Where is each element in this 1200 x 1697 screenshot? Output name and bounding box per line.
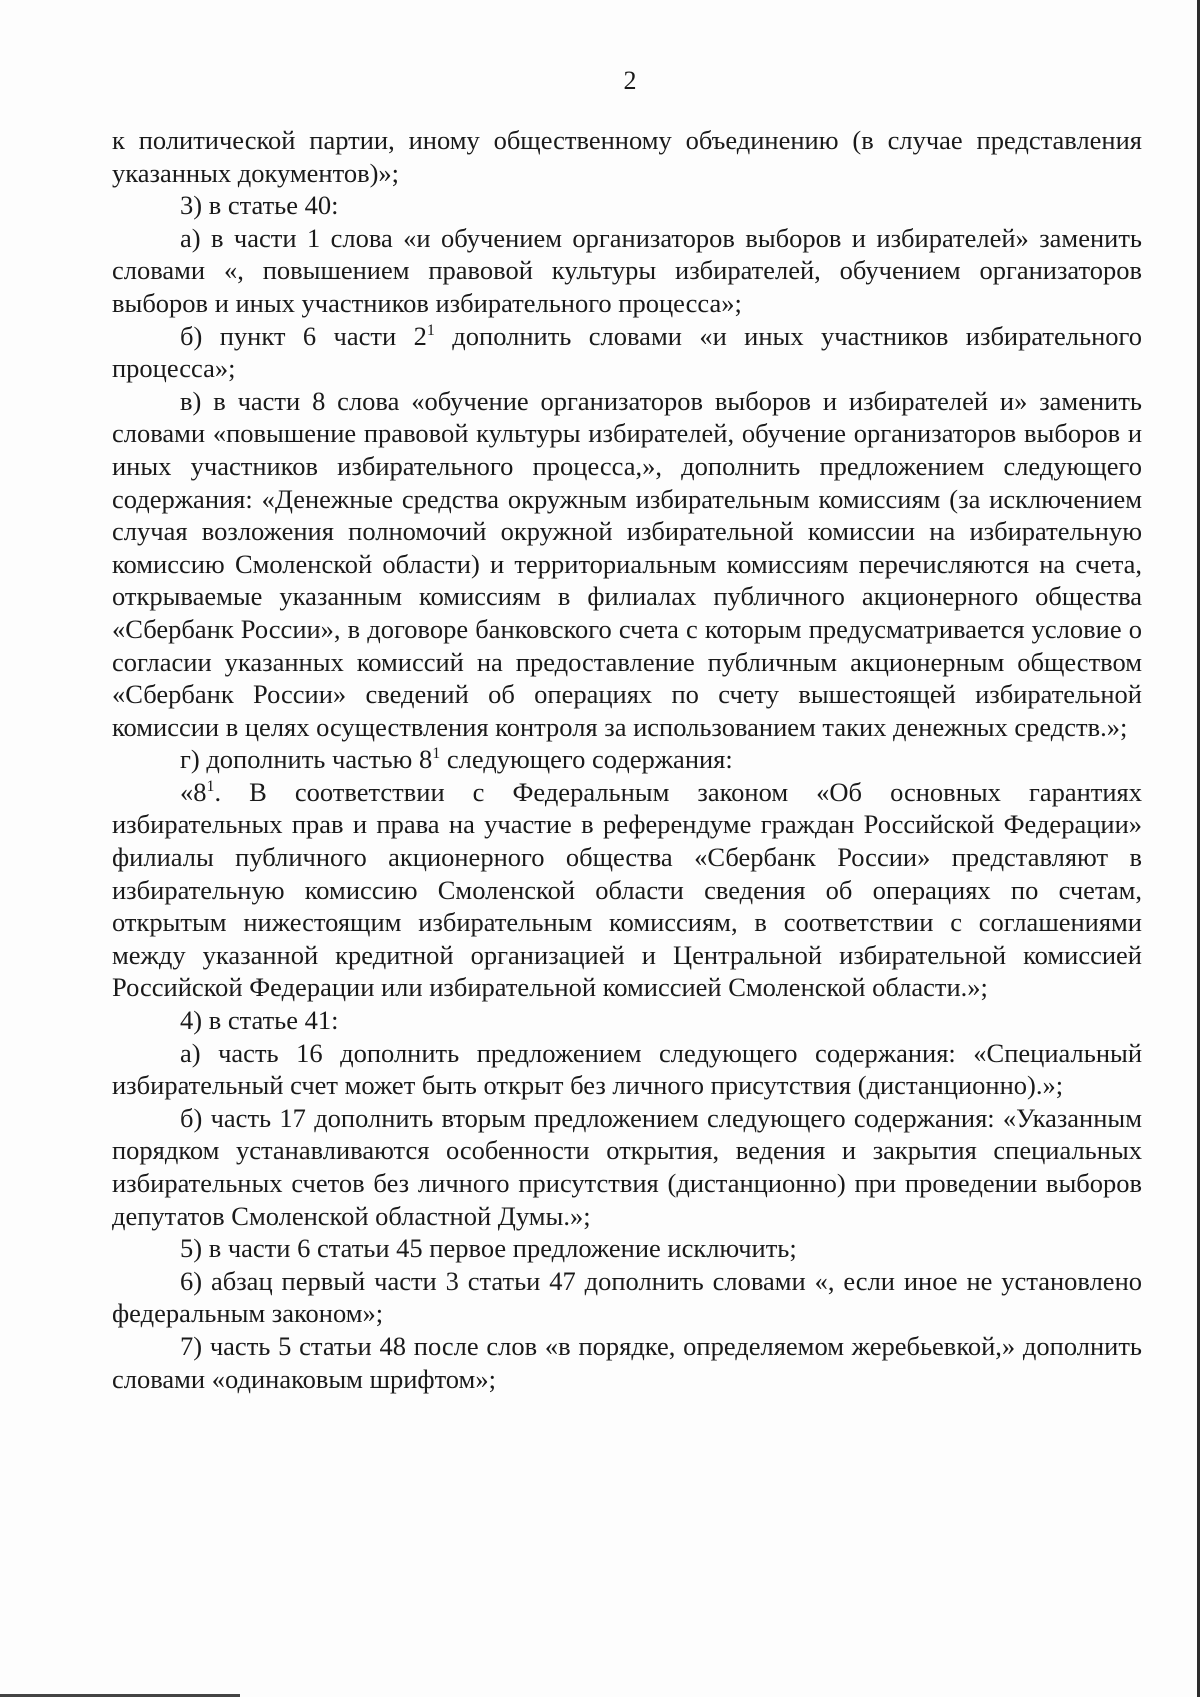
- paragraph-item-3g-end: следующего содержания:: [440, 744, 733, 775]
- paragraph-item-5: 5) в части 6 статьи 45 первое предложение исключить;: [180, 1233, 797, 1264]
- paragraph-item-3g-start: г) дополнить частью 8: [180, 744, 433, 775]
- paragraph-item-4a: а) часть 16 дополнить предложением следующего содержания: «Специальный избирательный счет может быть открыт без личного присутствия (дистанционно).»;: [112, 1037, 1142, 1101]
- paragraph-continuation: к политической партии, иному общественному объединению (в случае представления указанных документов)»;: [112, 125, 1142, 188]
- paragraph-item-3b-end: дополнить словами «и иных участников избирательного процесса»;: [112, 320, 1142, 384]
- page-number: 2: [623, 66, 637, 95]
- paragraph-item-3v: в) в части 8 слова «обучение организаторов выборов и избирателей и» заменить словами «повышение правовой культуры избирателей, обучение организаторов выборов и иных участников избирательного процесса,», дополнить предложением следующего содержания: «Денежные средства окружным избирательным комиссиям (за исключением случая возложения полномочий окружной избирательной комиссии на избирательную комиссию Смоленской области) и территориальным комиссиям перечисляются на счета, открываемые указанным комиссиям в филиалах публичного акционерного общества «Сбербанк России», в договоре банковского счета с которым предусматривается условие о согласии указанных комиссий на предоставление публичным акционерным обществом «Сбербанк России» сведений об операциях по счету вышестоящей избирательной комиссии в целях осуществления контроля за использованием таких денежных средств.»;: [112, 385, 1142, 742]
- paragraph-item-3g: [112, 743, 1142, 776]
- superscript-1: 1: [432, 745, 441, 763]
- paragraph-item-3a: а) в части 1 слова «и обучением организаторов выборов и избирателей» заменить словами «, повышением правовой культуры избирателей, обучением организаторов выборов и иных участников избирательного процесса»;: [112, 222, 1142, 318]
- superscript-1: 1: [206, 778, 215, 796]
- document-body: [112, 124, 1142, 1395]
- paragraph-part-8-1-start: «8: [180, 776, 207, 807]
- paragraph-part-8-1: [112, 776, 1142, 1004]
- paragraph-item-3: 3) в статье 40:: [180, 190, 339, 221]
- paragraph-item-7: 7) часть 5 статьи 48 после слов «в порядке, определяемом жеребьевкой,» дополнить словами «одинаковым шрифтом»;: [112, 1330, 1142, 1394]
- paragraph-item-3b-start: б) пункт 6 части 2: [180, 320, 427, 351]
- paragraph-part-8-1-body: . В соответствии с Федеральным законом «Об основных гарантиях избирательных прав и права на участие в референдуме граждан Российской Федерации» филиалы публичного акционерного общества «Сбербанк России» представляют в избирательную комиссию Смоленской области сведения об операциях по счетам, открытым нижестоящим избирательным комиссиям, в соответствии с соглашениями между указанной кредитной организацией и Центральной избирательной комиссией Российской Федерации или избирательной комиссией Смоленской области.»;: [112, 776, 1142, 1003]
- paragraph-item-3b: [112, 320, 1142, 385]
- paragraph-item-6: 6) абзац первый части 3 статьи 47 дополнить словами «, если иное не установлено федеральным законом»;: [112, 1265, 1142, 1329]
- paragraph-item-4: 4) в статье 41:: [180, 1005, 339, 1036]
- superscript-1: 1: [426, 321, 435, 339]
- paragraph-item-4b: б) часть 17 дополнить вторым предложением следующего содержания: «Указанным порядком устанавливаются особенности открытия, ведения и закрытия специальных избирательных счетов без личного присутствия (дистанционно) при проведении выборов депутатов Смоленской областной Думы.»;: [112, 1102, 1142, 1231]
